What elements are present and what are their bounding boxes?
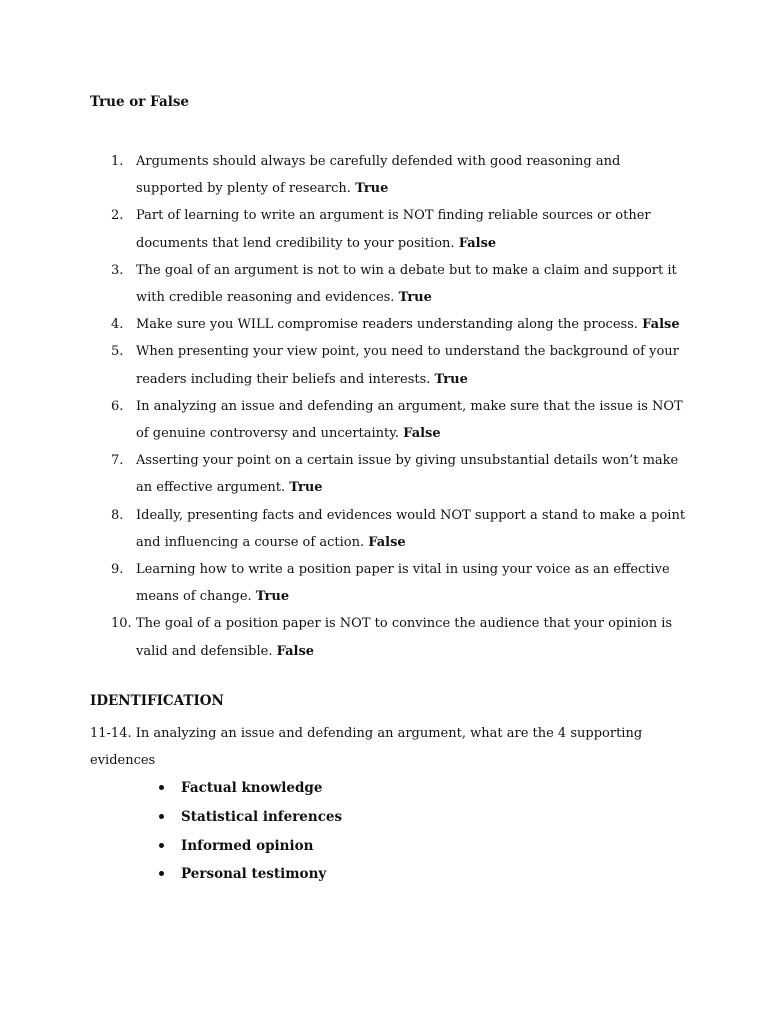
item-answer: True [289,480,323,496]
item-answer: False [368,534,406,550]
item-text: When presenting your view point, you need to understand the background of your readers including their beliefs and interests. [136,344,679,387]
item-text: The goal of a position paper is NOT to convince the audience that your opinion is valid and defensible. [136,616,673,659]
item-text: Ideally, presenting facts and evidences would NOT support a stand to make a point and influencing a course of action. [136,507,686,550]
identification-heading: IDENTIFICATION [90,693,224,709]
list-item [90,338,690,392]
bullet-icon [159,843,164,848]
item-text: In analyzing an issue and defending an argument, make sure that the issue is NOT of genuine controversy and uncertainty. [136,398,683,442]
item-text: Make sure you WILL compromise readers understanding along the process. [136,317,638,333]
list-item [90,202,690,256]
list-item [90,447,690,501]
item-answer: False [642,317,680,333]
item-number: 10. [111,616,132,632]
item-answer: False [276,643,315,659]
item-answer: True [355,181,389,197]
item-text: The goal of an argument is not to win a debate but to make a claim and support it with credible reasoning and evidences. [136,262,677,306]
item-text: Part of learning to write an argument is NOT finding reliable sources or other documents that lend credibility to your position. [136,208,651,251]
item-answer: False [458,235,497,251]
list-item [158,832,342,861]
true-false-list [90,148,690,665]
list-item [90,257,690,311]
bullet-icon [159,785,164,790]
bullet-icon [159,871,164,876]
list-item [158,774,342,803]
item-answer: True [434,371,468,387]
list-item [90,148,690,202]
item-number: 2. [111,208,124,224]
item-answer: True [255,589,290,605]
item-text: Asserting your point on a certain issue by giving unsubstantial details won’t make an effective argument. [136,453,679,496]
item-text: Learning how to write a position paper is vital in using your voice as an effective means of change. [136,562,670,605]
list-item [90,502,690,556]
answer-text: Personal testimony [181,866,327,883]
item-number: 9. [111,562,124,578]
item-number: 5. [111,344,124,360]
list-item [90,610,690,664]
answer-text: Factual knowledge [181,780,323,796]
item-number: 6. [111,398,124,414]
list-item [158,803,342,832]
identification-answers [158,774,342,889]
item-answer: False [403,426,441,442]
item-number: 4. [111,317,124,333]
item-answer: True [398,290,432,306]
list-item [90,556,690,610]
answer-text: Statistical inferences [181,808,343,825]
list-item [90,311,690,338]
item-text: Arguments should always be carefully defended with good reasoning and supported by plenty of research. [136,154,621,197]
identification-question: 11-14. In analyzing an issue and defending an argument, what are the 4 supporting evidences [90,726,643,769]
item-number: 8. [111,507,124,523]
item-number: 1. [111,154,124,169]
answer-text: Informed opinion [181,837,314,854]
bullet-icon [159,814,164,819]
item-number: 7. [111,453,124,469]
list-item [90,393,690,447]
item-number: 3. [111,262,124,278]
list-item [158,860,342,889]
true-false-heading: True or False [90,94,190,110]
